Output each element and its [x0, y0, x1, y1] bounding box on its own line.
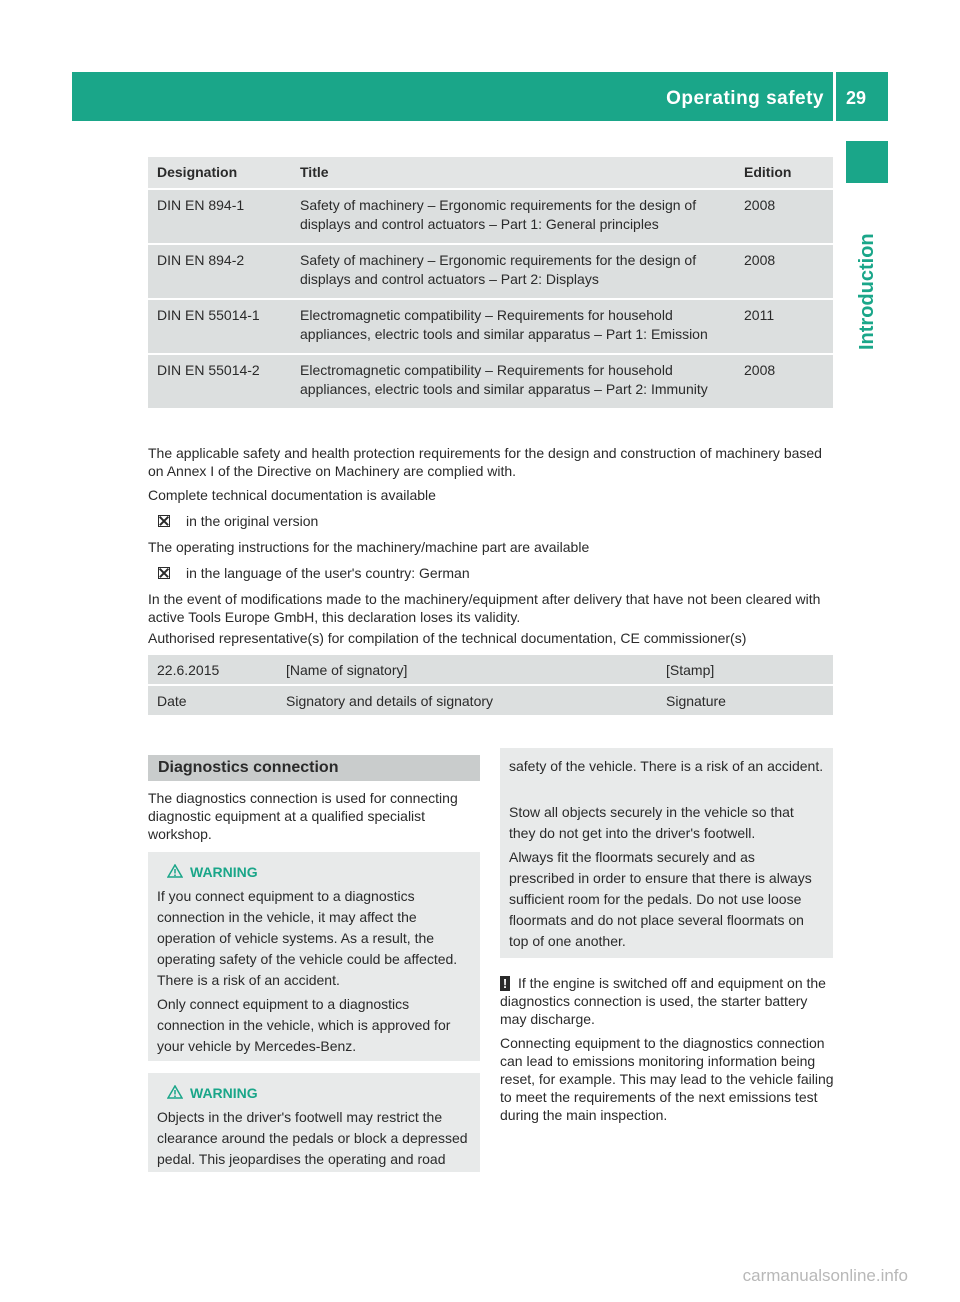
cell-title: Electromagnetic compatibility – Requirements for household appliances, electric tools and similar apparatus – Part 1: Emission	[291, 300, 735, 353]
warning-box-continued	[500, 748, 833, 958]
warning-text: Objects in the driver's footwell may restrict the clearance around the pedals or block a depressed pedal. This jeopardises the operating and road	[157, 1109, 468, 1167]
warning-text: safety of the vehicle. There is a risk of an accident.	[509, 758, 824, 774]
warning-text: Stow all objects securely in the vehicle so that they do not get into the driver's footwell.	[509, 804, 794, 841]
table-row	[148, 245, 833, 298]
chapter-label: Introduction	[856, 233, 878, 350]
stamp-value: [Stamp]	[657, 655, 833, 684]
section-title: Operating safety	[666, 88, 824, 109]
note	[500, 974, 836, 1028]
instructions-paragraph: The operating instructions for the machinery/machine part are available	[148, 539, 590, 555]
table-row	[148, 300, 833, 353]
table-row	[148, 655, 833, 684]
warning-heading	[167, 1083, 471, 1107]
signatory-label: Signatory and details of signatory	[277, 686, 657, 715]
signature-label: Signature	[657, 686, 833, 715]
header-divider	[833, 72, 836, 121]
cell-designation: DIN EN 894-1	[148, 190, 291, 243]
column-header-title: Title	[291, 157, 735, 188]
date-value: 22.6.2015	[148, 655, 277, 684]
warning-label: WARNING	[190, 864, 258, 880]
checked-item	[148, 564, 838, 582]
cell-title: Safety of machinery – Ergonomic requirements for the design of displays and control actuators – Part 1: General principles	[291, 190, 735, 243]
signatory-value: [Name of signatory]	[277, 655, 657, 684]
signature-table	[148, 653, 833, 717]
validity-paragraph: In the event of modifications made to the machinery/equipment after delivery that have not been cleared with active Tools Europe GmbH, this declaration loses its validity.	[148, 591, 821, 625]
warning-text-start	[157, 1107, 471, 1170]
cell-edition: 2008	[735, 355, 833, 408]
table-row	[148, 686, 833, 715]
checked-item-label: in the original version	[186, 513, 319, 529]
warning-box	[148, 852, 480, 1061]
closing-paragraph: Connecting equipment to the diagnostics connection can lead to emissions monitoring information being reset, for example. This may lead to the vehicle failing to meet the requirements of the next emissions test during the main inspection.	[500, 1035, 834, 1123]
chapter-marker	[846, 141, 888, 183]
column-header-designation: Designation	[148, 157, 291, 188]
warning-label: WARNING	[190, 1085, 258, 1101]
compliance-paragraph: The applicable safety and health protection requirements for the design and construction of machinery based on Annex I of the Directive on Machinery are complied with.	[148, 445, 822, 479]
watermark: carmanualsonline.info	[742, 1266, 908, 1285]
warning-text: If you connect equipment to a diagnostics connection in the vehicle, it may affect the operation of vehicle systems. As a result, the operating safety of the vehicle could be affected. There is a risk of an accident.	[157, 888, 458, 988]
cell-designation: DIN EN 55014-1	[148, 300, 291, 353]
cell-title: Electromagnetic compatibility – Requirements for household appliances, electric tools and similar apparatus – Part 2: Immunity	[291, 355, 735, 408]
column-header-edition: Edition	[735, 157, 833, 188]
standards-table	[148, 155, 833, 410]
representative-paragraph: Authorised representative(s) for compilation of the technical documentation, CE commissioner(s)	[148, 630, 747, 646]
cell-title: Safety of machinery – Ergonomic requirements for the design of displays and control actuators – Part 2: Displays	[291, 245, 735, 298]
cell-edition: 2008	[735, 190, 833, 243]
warning-heading	[167, 862, 471, 886]
page-number: 29	[846, 88, 867, 108]
note-text: If the engine is switched off and equipment on the diagnostics connection is used, the starter battery may discharge.	[500, 975, 826, 1027]
warning-text: Only connect equipment to a diagnostics connection in the vehicle, which is approved for your vehicle by Mercedes-Benz.	[157, 996, 451, 1054]
diagnostics-intro: The diagnostics connection is used for connecting diagnostic equipment at a qualified specialist workshop.	[148, 790, 458, 842]
table-header-row	[148, 157, 833, 188]
warning-box	[148, 1073, 480, 1172]
checked-item	[148, 512, 838, 530]
date-label: Date	[148, 686, 277, 715]
checked-item-label: in the language of the user's country: German	[186, 565, 470, 581]
section-heading: Diagnostics connection	[148, 755, 480, 781]
cell-designation: DIN EN 894-2	[148, 245, 291, 298]
cell-designation: DIN EN 55014-2	[148, 355, 291, 408]
cell-edition: 2011	[735, 300, 833, 353]
checked-box-icon	[158, 515, 170, 527]
warning-text: Always fit the floormats securely and as prescribed in order to ensure that there is always sufficient room for the pedals. Do not use loose floormats and do not place several floormats on top of one another.	[509, 849, 812, 949]
cell-edition: 2008	[735, 245, 833, 298]
checked-box-icon	[158, 567, 170, 579]
table-row	[148, 190, 833, 243]
exclamation-icon: !	[500, 976, 510, 991]
warning-text-continued	[509, 756, 824, 798]
documentation-paragraph: Complete technical documentation is available	[148, 487, 436, 503]
warning-triangle-icon	[167, 864, 183, 878]
table-row	[148, 355, 833, 408]
warning-triangle-icon	[167, 1085, 183, 1099]
